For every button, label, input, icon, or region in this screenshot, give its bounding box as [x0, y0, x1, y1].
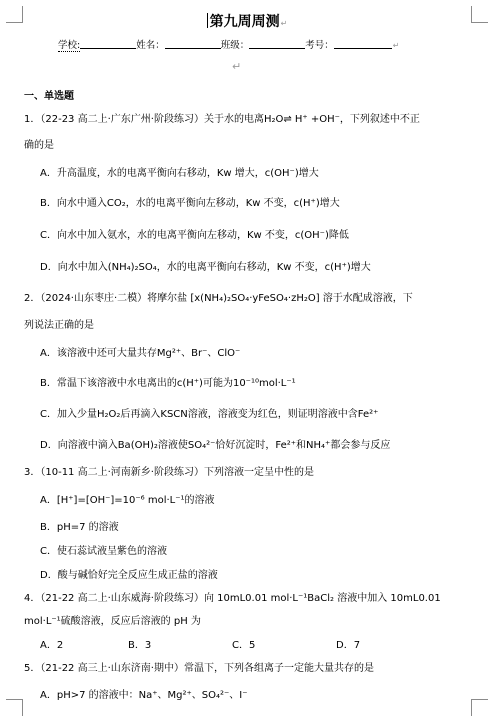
- q2-option-b[interactable]: B．常温下该溶液中水电离出的c(H⁺)可能为10⁻¹⁰mol·L⁻¹: [40, 378, 296, 389]
- q1-option-c[interactable]: C．向水中加入氨水，水的电离平衡向左移动，Kw 不变，c(OH⁻)降低: [40, 230, 349, 241]
- q2-stem-line-2: 列说法正确的是: [24, 320, 94, 331]
- q4-option-b[interactable]: B．3: [128, 640, 152, 651]
- q2-option-c[interactable]: C．加入少量H₂O₂后再滴入KSCN溶液，溶液变为红色，则证明溶液中含Fe²⁺: [40, 409, 379, 420]
- q2-stem-line-1: 2．（2024·山东枣庄·二模）将摩尔盐 [x(NH₄)₂SO₄·yFeSO₄·zH₂O] 溶于水配成溶液，下: [24, 293, 413, 304]
- q4-options-row: [40, 636, 460, 650]
- text-cursor: [207, 13, 208, 28]
- corner-mark-bottom-right: [471, 699, 488, 716]
- q1-stem-line-1: 1．（22-23 高二上·广东广州·阶段练习）关于水的电离H₂O⇌ H⁺ +OH⁻，下列叙述中不正: [24, 114, 420, 125]
- q1-option-b[interactable]: B．向水中通入CO₂，水的电离平衡向左移动，Kw 不变，c(H⁺)增大: [40, 198, 340, 209]
- school-blank[interactable]: [80, 38, 136, 49]
- name-label: 姓名：: [136, 40, 165, 51]
- q3-option-c[interactable]: C．使石蕊试液呈紫色的溶液: [40, 546, 167, 557]
- paragraph-mark-icon: ↵: [280, 19, 288, 28]
- exam-no-label: 考号：: [305, 40, 334, 51]
- q1-option-a[interactable]: A．升高温度，水的电离平衡向右移动，Kw 增大，c(OH⁻)增大: [40, 168, 319, 179]
- name-blank[interactable]: [165, 38, 221, 49]
- q2-option-d[interactable]: D．向溶液中滴入Ba(OH)₂溶液使SO₄²⁻恰好沉淀时，Fe²⁺和NH₄⁺都会参与反应: [40, 440, 391, 451]
- q3-option-a[interactable]: A．[H⁺]=[OH⁻]=10⁻⁶ mol·L⁻¹的溶液: [40, 495, 215, 506]
- q4-option-c[interactable]: C．5: [232, 640, 256, 651]
- school-label: 学校:: [58, 40, 81, 51]
- q4-stem-line-2: mol·L⁻¹硫酸溶液，反应后溶液的 pH 为: [24, 616, 201, 627]
- q5-option-a[interactable]: A．pH>7 的溶液中：Na⁺、Mg²⁺、SO₄²⁻、I⁻: [40, 690, 248, 701]
- page-title[interactable]: [0, 11, 494, 31]
- q1-stem-line-2: 确的是: [24, 140, 54, 151]
- section-heading: 一、单选题: [24, 91, 74, 102]
- q5-stem-line-1: 5．（21-22 高三上·山东济南·期中）常温下，下列各组离子一定能大量共存的是: [24, 663, 374, 674]
- student-info-line[interactable]: [58, 37, 399, 51]
- class-label: 班级：: [220, 40, 250, 51]
- q1-option-d[interactable]: D．向水中加入(NH₄)₂SO₄，水的电离平衡向右移动，Kw 不变，c(H⁺)增大: [40, 262, 371, 273]
- q2-option-a[interactable]: A．该溶液中还可大量共存Mg²⁺、Br⁻、ClO⁻: [40, 348, 241, 359]
- class-blank[interactable]: [249, 38, 305, 49]
- exam-no-blank[interactable]: [334, 38, 392, 49]
- corner-mark-bottom-left: [6, 699, 23, 716]
- page-title-text: 第九周周测: [209, 14, 280, 30]
- q3-stem-line-1: 3．（10-11 高二上·河南新乡·阶段练习）下列溶液一定呈中性的是: [24, 467, 314, 478]
- q4-stem-line-1: 4．（21-22 高二上·山东威海·阶段练习）向 10mL0.01 mol·L⁻¹BaCl₂ 溶液中加入 10mL0.01: [24, 593, 441, 604]
- empty-paragraph-mark-icon: ↵: [232, 60, 242, 73]
- q3-option-d[interactable]: D．酸与碱恰好完全反应生成正盐的溶液: [40, 570, 218, 581]
- paragraph-mark-icon: ↵: [392, 41, 400, 50]
- q4-option-a[interactable]: A．2: [40, 640, 64, 651]
- q4-option-d[interactable]: D．7: [336, 640, 361, 651]
- q3-option-b[interactable]: B．pH=7 的溶液: [40, 522, 119, 533]
